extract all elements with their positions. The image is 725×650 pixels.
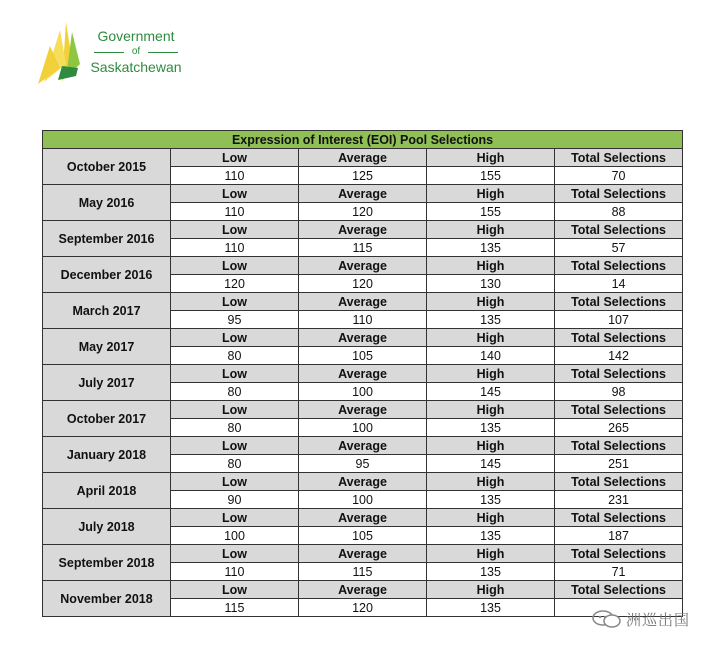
table-cell: 135 <box>427 563 555 581</box>
column-header: Low <box>171 401 299 419</box>
table-cell: 142 <box>555 347 683 365</box>
table-cell: 135 <box>427 527 555 545</box>
table-cell: 115 <box>299 239 427 257</box>
column-header: Average <box>299 149 427 167</box>
table-cell: 140 <box>427 347 555 365</box>
column-header: Average <box>299 437 427 455</box>
table-header-row <box>43 221 683 239</box>
table-cell: 130 <box>427 275 555 293</box>
table-cell: 105 <box>299 527 427 545</box>
column-header: Low <box>171 185 299 203</box>
column-header: High <box>427 473 555 491</box>
period-label: December 2016 <box>43 257 171 293</box>
table-cell: 265 <box>555 419 683 437</box>
table-cell: 57 <box>555 239 683 257</box>
column-header: Low <box>171 437 299 455</box>
eoi-pool-selections-table <box>42 130 683 617</box>
column-header: High <box>427 257 555 275</box>
column-header: High <box>427 329 555 347</box>
column-header: High <box>427 509 555 527</box>
table-cell: 135 <box>427 599 555 617</box>
column-header: Average <box>299 509 427 527</box>
column-header: Total Selections <box>555 545 683 563</box>
table-cell: 88 <box>555 203 683 221</box>
period-label: July 2017 <box>43 365 171 401</box>
period-label: September 2016 <box>43 221 171 257</box>
table-header-row <box>43 401 683 419</box>
column-header: Low <box>171 473 299 491</box>
table-cell: 95 <box>171 311 299 329</box>
government-logo <box>36 20 186 86</box>
table-cell: 125 <box>299 167 427 185</box>
table-cell: 80 <box>171 419 299 437</box>
column-header: Average <box>299 293 427 311</box>
table-cell: 187 <box>555 527 683 545</box>
column-header: Total Selections <box>555 221 683 239</box>
table-cell: 90 <box>171 491 299 509</box>
table-cell: 120 <box>299 275 427 293</box>
column-header: Total Selections <box>555 401 683 419</box>
table-cell: 120 <box>299 599 427 617</box>
logo-wordmark <box>88 28 184 76</box>
table-cell: 100 <box>299 383 427 401</box>
column-header: Average <box>299 257 427 275</box>
column-header: Total Selections <box>555 581 683 599</box>
column-header: Low <box>171 329 299 347</box>
table-header-row <box>43 329 683 347</box>
column-header: Total Selections <box>555 509 683 527</box>
table-cell: 80 <box>171 383 299 401</box>
table-header-row <box>43 437 683 455</box>
column-header: Total Selections <box>555 185 683 203</box>
column-header: Average <box>299 221 427 239</box>
table-cell: 110 <box>171 167 299 185</box>
column-header: Total Selections <box>555 149 683 167</box>
table-cell: 107 <box>555 311 683 329</box>
period-label: November 2018 <box>43 581 171 617</box>
table-cell: 135 <box>427 419 555 437</box>
table-cell: 251 <box>555 455 683 473</box>
period-label: May 2017 <box>43 329 171 365</box>
table-cell: 155 <box>427 167 555 185</box>
column-header: High <box>427 581 555 599</box>
table-cell: 80 <box>171 455 299 473</box>
column-header: High <box>427 401 555 419</box>
column-header: Total Selections <box>555 257 683 275</box>
table-cell: 14 <box>555 275 683 293</box>
column-header: Average <box>299 581 427 599</box>
column-header: Total Selections <box>555 473 683 491</box>
table-cell: 110 <box>171 239 299 257</box>
logo-line-government: Government <box>97 28 175 44</box>
table-cell: 70 <box>555 167 683 185</box>
table-cell: 98 <box>555 383 683 401</box>
column-header: High <box>427 185 555 203</box>
period-label: October 2015 <box>43 149 171 185</box>
column-header: High <box>427 437 555 455</box>
table-header-row <box>43 257 683 275</box>
table-cell: 95 <box>299 455 427 473</box>
table-cell: 100 <box>299 419 427 437</box>
table-title: Expression of Interest (EOI) Pool Selections <box>43 131 683 149</box>
column-header: Average <box>299 365 427 383</box>
table-cell: 105 <box>299 347 427 365</box>
column-header: Average <box>299 185 427 203</box>
table-cell: 110 <box>171 563 299 581</box>
table-cell: 80 <box>171 347 299 365</box>
table-cell: 115 <box>299 563 427 581</box>
table-header-row <box>43 509 683 527</box>
period-label: April 2018 <box>43 473 171 509</box>
table-cell: 135 <box>427 491 555 509</box>
column-header: Low <box>171 545 299 563</box>
column-header: Low <box>171 149 299 167</box>
column-header: Total Selections <box>555 293 683 311</box>
table-cell: 155 <box>427 203 555 221</box>
column-header: Total Selections <box>555 329 683 347</box>
column-header: Low <box>171 581 299 599</box>
column-header: High <box>427 149 555 167</box>
period-label: January 2018 <box>43 437 171 473</box>
table-cell: 100 <box>171 527 299 545</box>
column-header: Average <box>299 545 427 563</box>
column-header: Low <box>171 221 299 239</box>
table-cell: 145 <box>427 455 555 473</box>
table-header-row <box>43 545 683 563</box>
watermark <box>592 606 704 632</box>
table-cell: 145 <box>427 383 555 401</box>
table-header-row <box>43 473 683 491</box>
table-cell: 231 <box>555 491 683 509</box>
column-header: Total Selections <box>555 437 683 455</box>
table-cell: 120 <box>299 203 427 221</box>
column-header: Low <box>171 257 299 275</box>
table-cell: 100 <box>299 491 427 509</box>
table-header-row <box>43 365 683 383</box>
column-header: Average <box>299 473 427 491</box>
period-label: September 2018 <box>43 545 171 581</box>
column-header: Average <box>299 401 427 419</box>
wheat-sheaf-logo-icon <box>36 20 92 86</box>
table-cell: 110 <box>171 203 299 221</box>
column-header: Low <box>171 293 299 311</box>
table-cell: 120 <box>171 275 299 293</box>
table-header-row <box>43 185 683 203</box>
table-header-row <box>43 149 683 167</box>
column-header: Total Selections <box>555 365 683 383</box>
watermark-text: 洲巡出国 <box>626 611 691 629</box>
period-label: July 2018 <box>43 509 171 545</box>
period-label: October 2017 <box>43 401 171 437</box>
column-header: High <box>427 293 555 311</box>
table-cell: 115 <box>171 599 299 617</box>
period-label: March 2017 <box>43 293 171 329</box>
table-cell: 135 <box>427 239 555 257</box>
period-label: May 2016 <box>43 185 171 221</box>
column-header: High <box>427 545 555 563</box>
table-header-row <box>43 581 683 599</box>
table-cell: 71 <box>555 563 683 581</box>
logo-line-saskatchewan: Saskatchewan <box>90 59 182 75</box>
column-header: High <box>427 221 555 239</box>
logo-line-of: of <box>88 45 184 59</box>
table-header-row <box>43 293 683 311</box>
table-cell: 135 <box>427 311 555 329</box>
column-header: Low <box>171 509 299 527</box>
table-cell: 110 <box>299 311 427 329</box>
column-header: High <box>427 365 555 383</box>
chat-bubbles-icon <box>592 610 622 628</box>
column-header: Low <box>171 365 299 383</box>
column-header: Average <box>299 329 427 347</box>
